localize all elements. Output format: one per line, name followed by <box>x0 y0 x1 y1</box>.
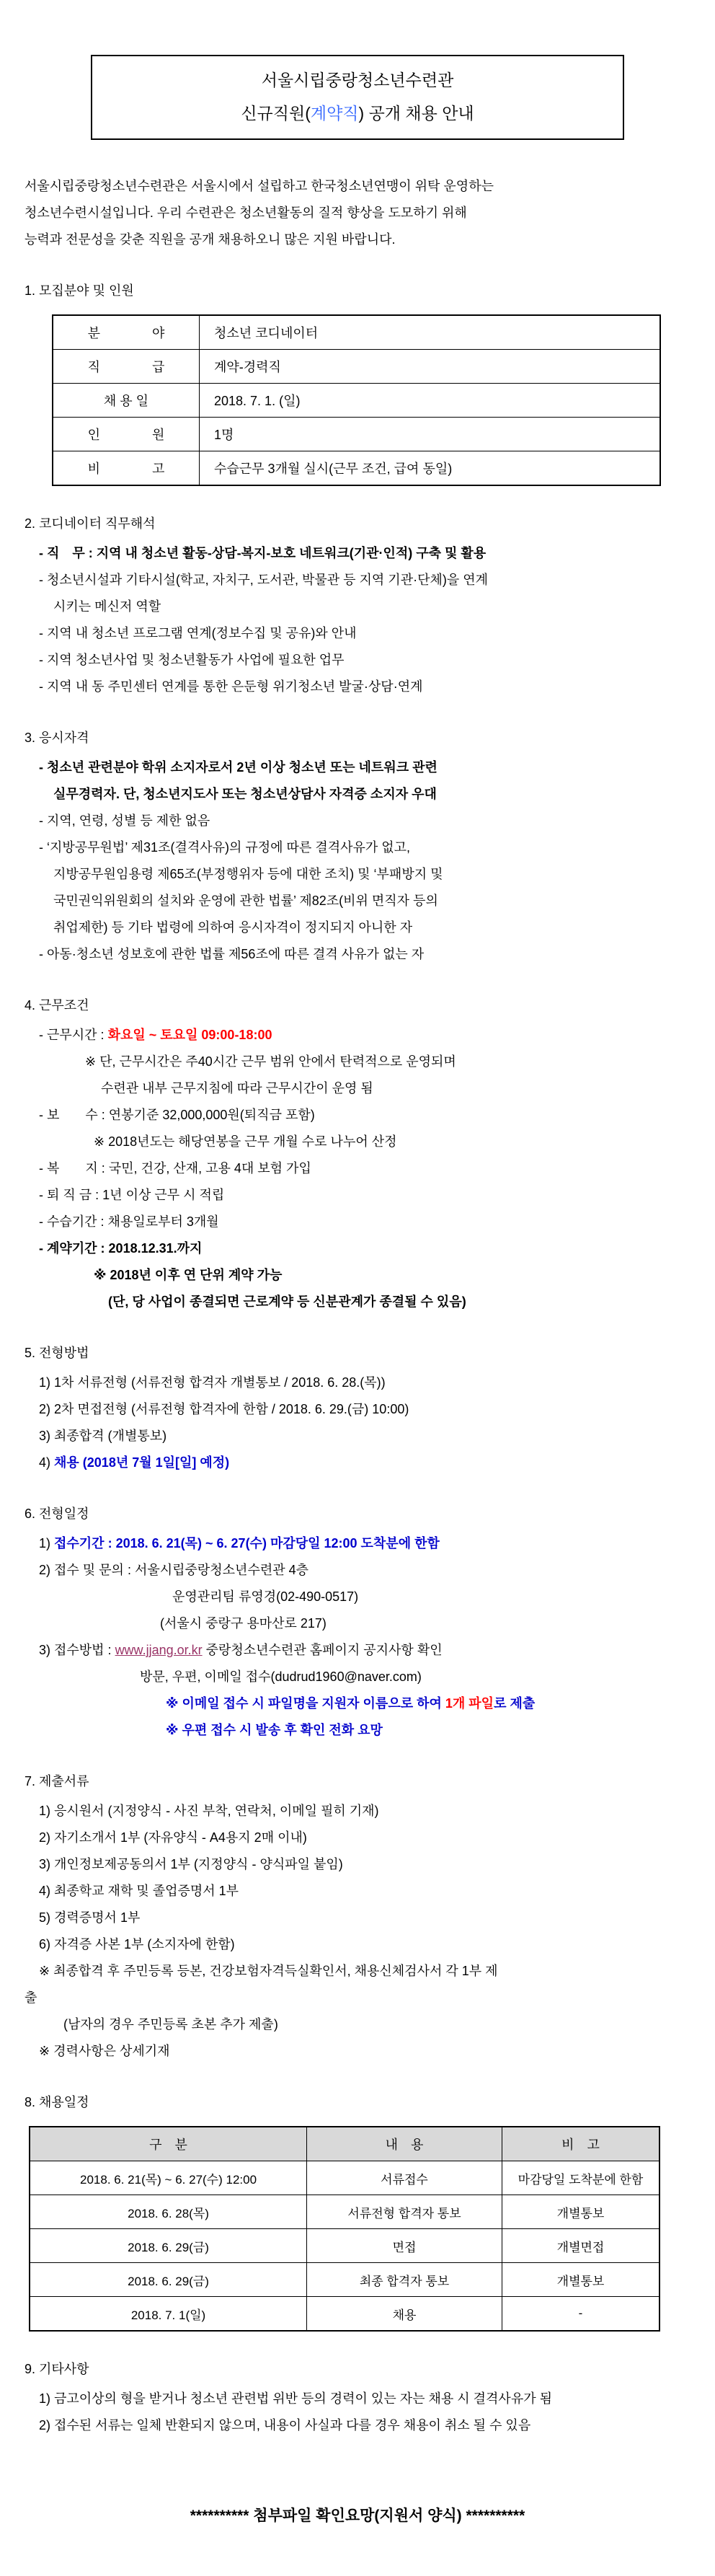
male-docs-note: (남자의 경우 주민등록 초본 추가 제출) <box>63 2017 278 2032</box>
section-selection-method <box>25 1340 690 1476</box>
org-title: 서울시립중랑청소년수련관 <box>261 71 454 89</box>
probation-line: - 수습기간 : 채용일로부터 3개월 <box>39 1214 219 1229</box>
attachment-reminder: ********** 첨부파일 확인요망(지원서 양식) ********** <box>190 2507 525 2524</box>
section-heading-6: 6. 전형일정 <box>25 1507 89 1521</box>
apply-method-suffix: 중랑청소년수련관 홈페이지 공지사항 확인 <box>202 1643 443 1657</box>
worktime-label: - 근무시간 : <box>39 1028 108 1042</box>
hire-date-highlight: 채용 (2018년 7월 1일[일] 예정) <box>54 1455 230 1470</box>
subtitle-prefix: 신규직원( <box>241 104 311 123</box>
table-cell: 개별면접 <box>502 2229 660 2263</box>
list-line: 1) 금고이상의 형을 받거나 청소년 관련법 위반 등의 경력이 있는 자는 채용 시 결격사유가 됨 <box>39 2391 552 2406</box>
worktime-note-continuation: 수련관 내부 근무지침에 따라 근무시간이 운영 됨 <box>101 1081 373 1095</box>
section-heading-9: 9. 기타사항 <box>25 2362 89 2376</box>
worktime-line <box>39 1022 690 1049</box>
career-detail-note: ※ 경력사항은 상세기재 <box>39 2044 170 2058</box>
section-qualifications <box>25 725 690 968</box>
table-cell: 면접 <box>307 2229 502 2263</box>
list-line: 2) 2차 면접전형 (서류전형 합격자에 한함 / 2018. 6. 29.(금) 10:00) <box>39 1402 409 1416</box>
section-documents <box>25 1768 690 2065</box>
list-line: 5) 경력증명서 1부 <box>39 1910 141 1925</box>
application-period-line <box>39 1530 690 1557</box>
table-row <box>30 2195 660 2229</box>
intro-line-3: 능력과 전문성을 갖춘 직원을 공개 채용하오니 많은 지원 바랍니다. <box>25 232 396 247</box>
table-cell: 개별통보 <box>502 2195 660 2229</box>
title-box <box>91 55 624 140</box>
worktime-value: 화요일 ~ 토요일 09:00-18:00 <box>107 1028 272 1042</box>
table-header-row <box>30 2127 660 2161</box>
list-line: 1) 응시원서 (지정양식 - 사진 부착, 연락처, 이메일 필히 기재) <box>39 1804 379 1818</box>
homepage-link[interactable]: www.jjang.or.kr <box>115 1643 203 1657</box>
item-number: 1) <box>39 1536 55 1551</box>
contract-line: - 계약기간 : 2018.12.31.까지 <box>39 1241 203 1256</box>
table-row <box>53 315 660 350</box>
row-label: 직 급 <box>53 350 200 384</box>
section-heading-2: 2. 코디네이터 직무해석 <box>25 516 156 531</box>
table-cell: 마감당일 도착분에 한함 <box>502 2161 660 2195</box>
list-line-continuation: 취업제한) 등 기타 법령에 의하여 응시자격이 정지되지 아니한 자 <box>53 920 413 935</box>
list-line: 2) 자기소개서 1부 (자유양식 - A4용지 2매 이내) <box>39 1830 307 1845</box>
recruit-table <box>52 314 661 486</box>
final-docs-note-wrap: 출 <box>25 1990 37 2005</box>
table-cell: 최종 합격자 통보 <box>307 2263 502 2297</box>
table-cell: 2018. 6. 29(금) <box>30 2263 307 2297</box>
section-recruit-field <box>25 278 690 486</box>
section-heading-1: 1. 모집분야 및 인원 <box>25 283 134 298</box>
apply-method-label: 3) 접수방법 : <box>39 1643 115 1657</box>
table-row <box>53 418 660 451</box>
table-cell: 2018. 6. 21(목) ~ 6. 27(수) 12:00 <box>30 2161 307 2195</box>
subtitle-contract-type: 계약직 <box>310 104 359 123</box>
list-line: 6) 자격증 사본 1부 (소지자에 한함) <box>39 1937 235 1951</box>
qualification-bold-line: - 청소년 관련분야 학위 소지자로서 2년 이상 청소년 또는 네트워크 관련 <box>39 760 438 775</box>
table-row <box>53 384 660 418</box>
table-cell: 채용 <box>307 2297 502 2332</box>
table-cell: 2018. 7. 1(일) <box>30 2297 307 2332</box>
list-line: 4) 최종학교 재학 및 졸업증명서 1부 <box>39 1884 239 1898</box>
contract-note-continuation: (단, 당 사업이 종결되면 근로계약 등 신분관계가 종결될 수 있음) <box>108 1294 466 1309</box>
hire-date-line <box>39 1450 690 1476</box>
list-line: - 청소년시설과 기타시설(학교, 자치구, 도서관, 박물관 등 지역 기관·단체)을 연계 <box>39 573 489 587</box>
intro-line-2: 청소년수련시설입니다. 우리 수련관은 청소년활동의 질적 향상을 도모하기 위해 <box>25 206 467 220</box>
qualification-bold-line: 실무경력자. 단, 청소년지도사 또는 청소년상담사 자격증 소지자 우대 <box>53 787 437 801</box>
list-line: 3) 개인정보제공동의서 1부 (지정양식 - 양식파일 붙임) <box>39 1857 343 1871</box>
row-label: 분 야 <box>53 315 200 350</box>
section-job-description <box>25 511 690 700</box>
row-label: 채 용 일 <box>53 384 200 418</box>
section-heading-8: 8. 채용일정 <box>25 2095 89 2109</box>
apply-method-line <box>39 1637 690 1664</box>
email-note-part1: ※ 이메일 접수 시 파일명을 지원자 이름으로 하여 <box>166 1696 445 1711</box>
table-cell: 서류접수 <box>307 2161 502 2195</box>
list-line: - 지역 청소년사업 및 청소년활동가 사업에 필요한 업무 <box>39 653 345 667</box>
list-line: 2) 접수된 서류는 일체 반환되지 않으며, 내용이 사실과 다를 경우 채용이 취소 될 수 있음 <box>39 2418 531 2432</box>
list-line-continuation: 시키는 메신저 역할 <box>53 599 161 614</box>
section-heading-4: 4. 근무조건 <box>25 998 89 1013</box>
item-number: 4) <box>39 1455 55 1470</box>
section-heading-7: 7. 제출서류 <box>25 1774 89 1788</box>
row-value: 계약-경력직 <box>200 350 661 384</box>
list-line: 1) 1차 서류전형 (서류전형 합격자 개별통보 / 2018. 6. 28.(목)) <box>39 1375 386 1390</box>
list-line: - 아동·청소년 성보호에 관한 법률 제56조에 따른 결격 사유가 없는 자 <box>39 947 425 961</box>
pay-line: - 보 수 : 연봉기준 32,000,000원(퇴직금 포함) <box>39 1108 315 1122</box>
table-row <box>30 2161 660 2195</box>
list-line: - 지역, 연령, 성별 등 제한 없음 <box>39 813 210 828</box>
list-line: - 지역 내 동 주민센터 연계를 통한 은둔형 위기청소년 발굴·상담·연계 <box>39 679 423 694</box>
list-line: 3) 최종합격 (개별통보) <box>39 1429 167 1443</box>
row-label: 인 원 <box>53 418 200 451</box>
section-schedule <box>25 1501 690 1744</box>
mail-note-line: ※ 우편 접수 시 발송 후 확인 전화 요망 <box>166 1723 383 1737</box>
apply-method-sub-line: 방문, 우편, 이메일 접수(dudrud1960@naver.com) <box>140 1669 422 1684</box>
contact-line: 2) 접수 및 문의 : 서울시립중랑청소년수련관 4층 <box>39 1563 309 1577</box>
contact-address-line: (서울시 중랑구 용마산로 217) <box>160 1616 327 1631</box>
table-cell: 개별통보 <box>502 2263 660 2297</box>
row-label: 비 고 <box>53 451 200 486</box>
column-header: 구 분 <box>30 2127 307 2161</box>
table-row <box>30 2297 660 2332</box>
list-line-continuation: 국민권익위원회의 설치와 운영에 관한 법률’ 제82조(비위 면직자 등의 <box>53 894 438 908</box>
section-etc <box>25 2356 690 2439</box>
intro-paragraph <box>25 173 690 253</box>
application-period-highlight: 접수기간 : 2018. 6. 21(목) ~ 6. 27(수) 마감당일 12:00 도착분에 한함 <box>54 1536 440 1551</box>
list-line-continuation: 지방공무원임용령 제65조(부정행위자 등에 대한 조치) 및 ‘부패방지 및 <box>53 867 443 881</box>
table-row <box>30 2229 660 2263</box>
schedule-table <box>29 2126 660 2332</box>
pay-note: ※ 2018년도는 해당연봉을 근무 개월 수로 나누어 산정 <box>94 1134 397 1149</box>
intro-line-1: 서울시립중랑청소년수련관은 서울시에서 설립하고 한국청소년연맹이 위탁 운영하는 <box>25 179 494 193</box>
table-row <box>53 350 660 384</box>
section-hiring-schedule <box>25 2089 690 2332</box>
column-header: 비 고 <box>502 2127 660 2161</box>
row-value: 2018. 7. 1. (일) <box>200 384 661 418</box>
job-duty-line: - 직 무 : 지역 내 청소년 활동-상담-복지-보호 네트워크(기관·인적) 구축 및 활용 <box>39 546 487 560</box>
doc-subtitle <box>99 102 616 124</box>
table-cell: 2018. 6. 29(금) <box>30 2229 307 2263</box>
table-cell: - <box>502 2297 660 2332</box>
contract-note: ※ 2018년 이후 연 단위 계약 가능 <box>94 1268 283 1282</box>
subtitle-suffix: ) 공개 채용 안내 <box>358 104 474 123</box>
severance-line: - 퇴 직 금 : 1년 이상 근무 시 적립 <box>39 1188 225 1202</box>
table-cell: 서류전형 합격자 통보 <box>307 2195 502 2229</box>
list-line: - ‘지방공무원법’ 제31조(결격사유)의 규정에 따른 결격사유가 없고, <box>39 840 411 855</box>
email-note-file-count: 1개 파일 <box>445 1696 494 1711</box>
column-header: 내 용 <box>307 2127 502 2161</box>
email-note-part2: 로 제출 <box>494 1696 536 1711</box>
worktime-note: ※ 단, 근무시간은 주40시간 근무 범위 안에서 탄력적으로 운영되며 <box>85 1054 456 1069</box>
table-cell: 2018. 6. 28(목) <box>30 2195 307 2229</box>
row-value: 수습근무 3개월 실시(근무 조건, 급여 동일) <box>200 451 661 486</box>
row-value: 청소년 코디네이터 <box>200 315 661 350</box>
welfare-line: - 복 지 : 국민, 건강, 산재, 고용 4대 보험 가입 <box>39 1161 311 1175</box>
section-heading-3: 3. 응시자격 <box>25 731 89 745</box>
table-row <box>53 451 660 486</box>
section-work-conditions <box>25 992 690 1315</box>
email-note-line <box>166 1690 690 1717</box>
contact-team-line: 운영관리팀 류영경(02-490-0517) <box>172 1589 359 1604</box>
row-value: 1명 <box>200 418 661 451</box>
final-docs-note: ※ 최종합격 후 주민등록 등본, 건강보험자격득실확인서, 채용신체검사서 각 1부 제 <box>39 1964 498 1978</box>
table-row <box>30 2263 660 2297</box>
list-line: - 지역 내 청소년 프로그램 연계(정보수집 및 공유)와 안내 <box>39 626 357 640</box>
section-heading-5: 5. 전형방법 <box>25 1346 89 1360</box>
